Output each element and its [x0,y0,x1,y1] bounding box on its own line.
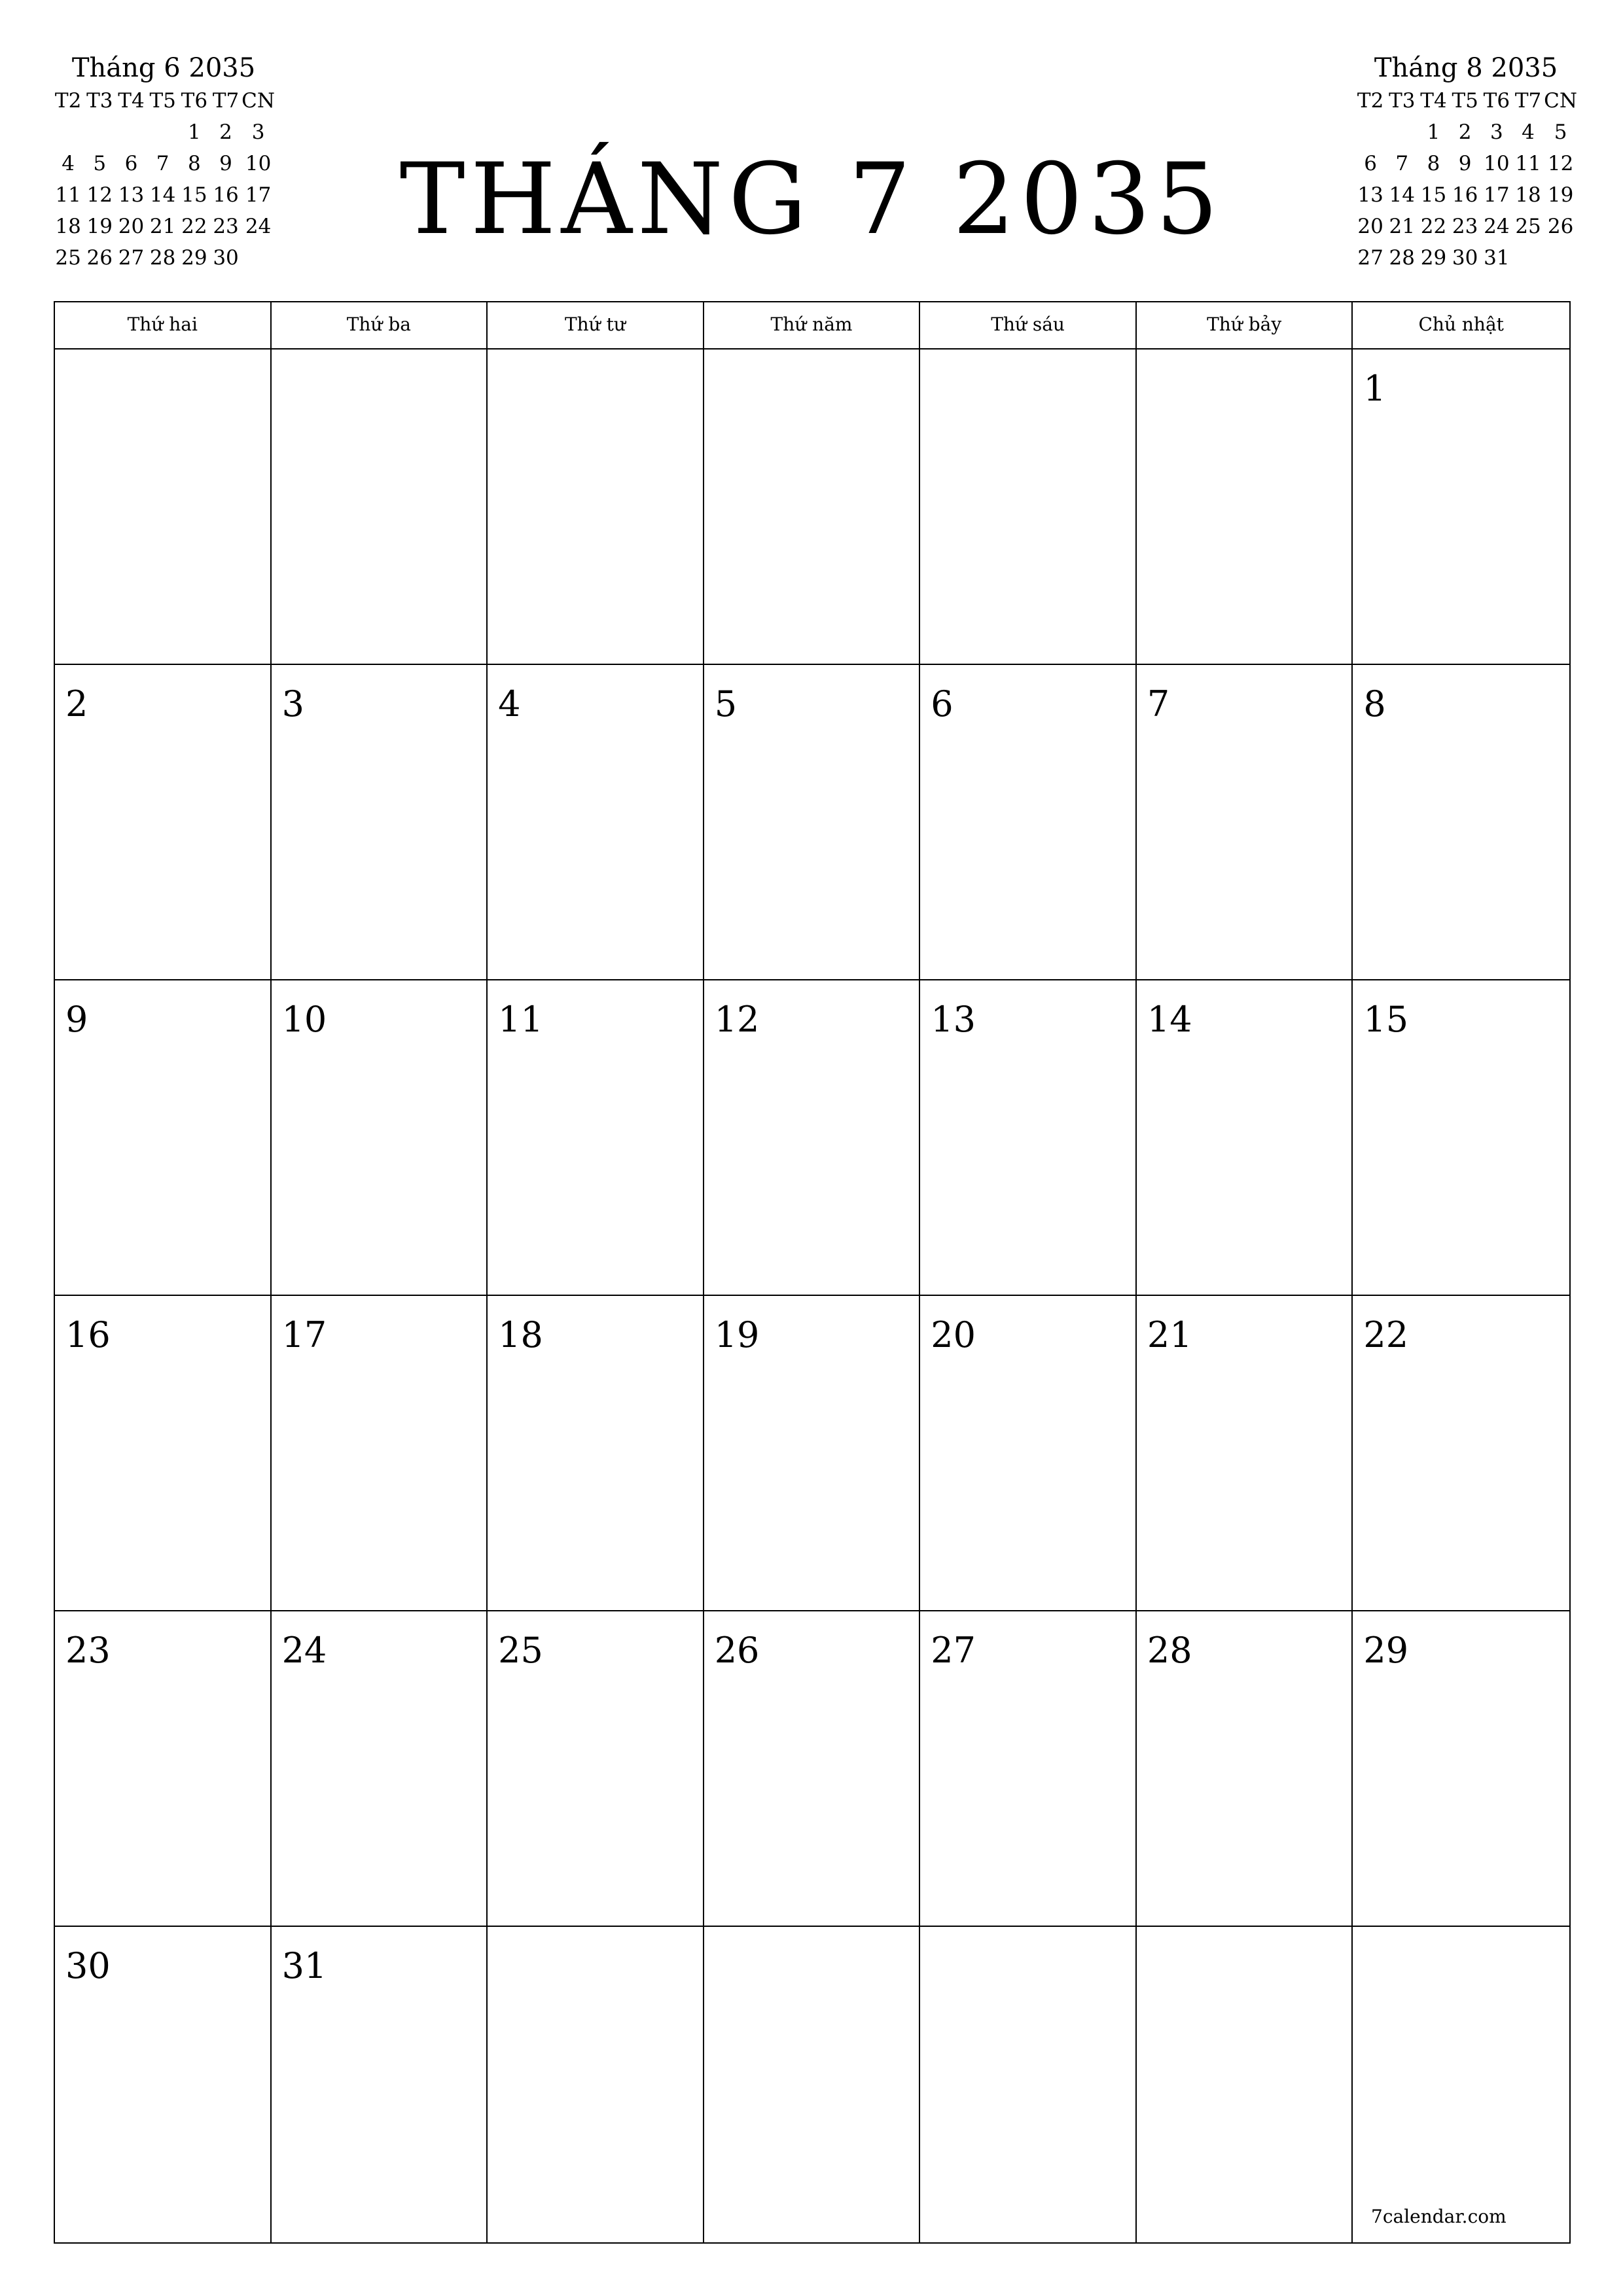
day-cell [1137,1927,1353,2242]
mini-day: 15 [181,183,207,207]
mini-day: 10 [245,152,272,175]
day-cell [704,1927,921,2242]
day-number: 3 [281,683,304,725]
day-cell [272,1611,488,1926]
mini-day: 4 [62,152,75,175]
day-number: 1 [1363,368,1386,409]
day-cell [55,665,272,979]
mini-day: 13 [118,183,145,207]
mini-day: 28 [149,246,176,270]
mini-day: 11 [55,183,81,207]
mini-day: 4 [1522,120,1535,144]
day-number: 18 [498,1314,543,1355]
day-cell [55,350,272,664]
weekday-header: Thứ năm [704,302,921,348]
day-number: 2 [65,683,88,725]
mini-day: 30 [213,246,239,270]
mini-weekday-label: T7 [212,89,240,113]
day-cell [1137,350,1353,664]
day-cell [488,665,704,979]
mini-day: 17 [1484,183,1510,207]
mini-day: 27 [118,246,145,270]
day-number: 31 [281,1945,327,1986]
day-cell [55,1927,272,2242]
mini-day: 9 [219,152,232,175]
day-number: 27 [931,1630,976,1671]
day-number: 22 [1363,1314,1409,1355]
mini-weekday-label: T3 [1389,89,1416,113]
mini-weekday-label: T6 [181,89,208,113]
mini-day: 11 [1515,152,1541,175]
day-cell [55,1611,272,1926]
day-number: 25 [498,1630,543,1671]
mini-day: 17 [245,183,272,207]
mini-day: 15 [1420,183,1447,207]
mini-day: 3 [251,120,265,144]
day-cell [1353,1611,1569,1926]
mini-day: 21 [149,215,176,238]
day-cell [1353,980,1569,1295]
week-row [55,665,1569,980]
day-cell [704,1611,921,1926]
mini-day: 12 [86,183,113,207]
weeks [55,350,1569,2242]
mini-day: 9 [1458,152,1472,175]
day-cell [488,350,704,664]
mini-day: 26 [86,246,113,270]
day-number: 21 [1147,1314,1192,1355]
day-number: 23 [65,1630,111,1671]
day-cell [1353,1296,1569,1610]
mini-day: 25 [55,246,81,270]
mini-day: 25 [1515,215,1541,238]
day-number: 24 [281,1630,327,1671]
mini-day: 2 [1458,120,1472,144]
week-row [55,1611,1569,1927]
day-number: 12 [714,999,760,1040]
mini-day: 23 [213,215,239,238]
mini-day: 20 [1357,215,1383,238]
day-number: 16 [65,1314,111,1355]
mini-weekday-label: CN [241,89,275,113]
day-number: 26 [714,1630,760,1671]
day-cell [1137,1296,1353,1610]
day-cell [272,665,488,979]
day-number: 8 [1363,683,1386,725]
weekday-header: Chủ nhật [1418,314,1504,335]
day-cell [704,350,921,664]
day-number: 20 [931,1314,976,1355]
day-cell [920,350,1137,664]
page-title: THÁNG 7 2035 [399,143,1224,257]
week-row [55,980,1569,1296]
mini-day [1544,242,1577,274]
mini-day: 30 [1452,246,1478,270]
mini-day: 5 [93,152,107,175]
day-number: 11 [498,999,543,1040]
weekday-header: Thứ ba [272,302,488,348]
mini-calendar-grid [1355,85,1577,274]
day-cell [920,665,1137,979]
mini-weekday-label: T3 [86,89,113,113]
mini-day: 5 [1554,120,1567,144]
mini-day: 3 [1489,120,1503,144]
month-grid [54,301,1571,2244]
mini-day: 6 [124,152,138,175]
weekday-header: Thứ sáu [920,302,1137,348]
day-number: 29 [1363,1630,1409,1671]
mini-day [1512,242,1544,274]
mini-day: 26 [1547,215,1574,238]
mini-day [1386,117,1418,148]
mini-day: 1 [1427,120,1440,144]
weekday-header: Thứ hai [55,302,272,348]
day-number: 4 [498,683,521,725]
mini-day: 19 [86,215,113,238]
day-cell [920,1296,1137,1610]
weekday-header-row [55,302,1569,350]
mini-day: 14 [1389,183,1415,207]
day-number: 17 [281,1314,327,1355]
mini-day: 8 [1427,152,1440,175]
mini-day: 10 [1484,152,1510,175]
mini-day: 7 [156,152,169,175]
mini-weekday-label: T5 [149,89,176,113]
week-row [55,1296,1569,1611]
day-cell [272,980,488,1295]
mini-day: 6 [1364,152,1377,175]
day-number: 15 [1363,999,1409,1040]
day-cell [1353,1927,1569,2242]
day-cell [55,980,272,1295]
day-cell [920,980,1137,1295]
mini-day: 22 [1420,215,1447,238]
weekday-header: Thứ tư [488,302,704,348]
mini-weekday-label: T4 [118,89,145,113]
mini-weekday-label: T2 [54,89,82,113]
mini-day: 22 [181,215,207,238]
mini-day: 8 [187,152,201,175]
day-cell [920,1611,1137,1926]
mini-calendar-title: Tháng 8 2035 [1374,53,1558,83]
mini-weekday-label: T5 [1452,89,1478,113]
day-number: 7 [1147,683,1170,725]
day-number: 19 [714,1314,760,1355]
mini-day: 24 [245,215,272,238]
day-cell [1137,665,1353,979]
mini-day: 13 [1357,183,1383,207]
day-cell [704,665,921,979]
day-number: 13 [931,999,976,1040]
day-cell [704,980,921,1295]
week-row [55,1927,1569,2242]
week-row [55,350,1569,665]
mini-day: 19 [1547,183,1574,207]
mini-weekday-label: T4 [1420,89,1447,113]
mini-day: 16 [1452,183,1478,207]
mini-calendar-next-month [1355,51,1577,274]
day-cell [488,1927,704,2242]
mini-day: 7 [1395,152,1409,175]
mini-weekday-label: T7 [1514,89,1542,113]
mini-calendar-title: Tháng 6 2035 [71,53,256,83]
day-cell [488,1611,704,1926]
day-number: 30 [65,1945,111,1986]
day-number: 28 [1147,1630,1192,1671]
mini-day: 20 [118,215,145,238]
day-cell [1353,665,1569,979]
footer-site-credit: 7calendar.com [1371,2206,1507,2227]
mini-weekday-label: T6 [1483,89,1510,113]
day-cell [272,1927,488,2242]
mini-day: 23 [1452,215,1478,238]
day-cell [272,350,488,664]
day-cell [920,1927,1137,2242]
day-cell [1137,980,1353,1295]
day-number: 6 [931,683,954,725]
mini-day: 29 [1420,246,1447,270]
mini-day: 24 [1484,215,1510,238]
weekday-header: Thứ bảy [1137,302,1353,348]
mini-day: 18 [55,215,81,238]
mini-day: 12 [1547,152,1574,175]
day-number: 10 [281,999,327,1040]
day-number: 5 [714,683,738,725]
mini-day: 1 [187,120,201,144]
day-cell [704,1296,921,1610]
mini-day: 16 [213,183,239,207]
mini-day: 14 [149,183,176,207]
day-cell [272,1296,488,1610]
mini-day: 28 [1389,246,1415,270]
mini-day [1355,117,1386,148]
day-cell [1137,1611,1353,1926]
mini-day: 31 [1484,246,1510,270]
mini-day: 21 [1389,215,1415,238]
mini-day: 18 [1515,183,1541,207]
day-cell [488,980,704,1295]
day-cell [488,1296,704,1610]
mini-day: 2 [219,120,232,144]
day-number: 9 [65,999,88,1040]
day-cell [55,1296,272,1610]
mini-day: 29 [181,246,207,270]
day-cell [1353,350,1569,664]
mini-weekday-label: CN [1544,89,1577,113]
mini-weekday-label: T2 [1357,89,1384,113]
day-number: 14 [1147,999,1192,1040]
mini-day: 27 [1357,246,1383,270]
